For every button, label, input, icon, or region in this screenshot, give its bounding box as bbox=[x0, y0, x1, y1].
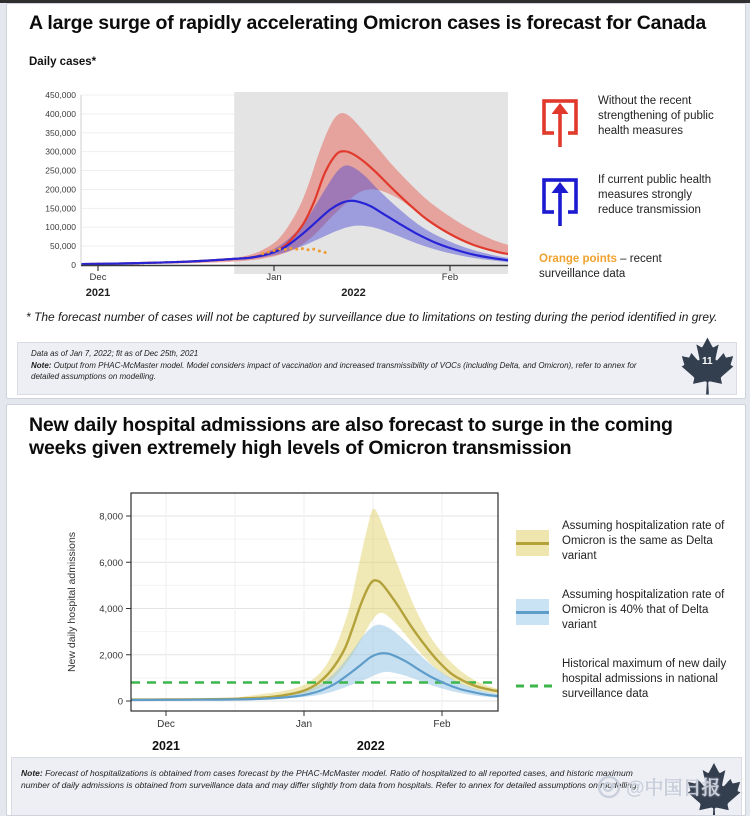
chart1-legend bbox=[539, 94, 739, 282]
slide1-title: A large surge of rapidly accelerating Omicron cases is forecast for Canada bbox=[29, 12, 706, 34]
legend-orange-points bbox=[539, 252, 719, 282]
svg-text:Jan: Jan bbox=[295, 719, 313, 730]
chart2-legend bbox=[516, 519, 741, 726]
hospital-admissions-forecast-chart bbox=[59, 484, 507, 756]
slide2-title: New daily hospital admissions are also forecast to surge in the coming weeks given extremely high levels of Omicron transmission bbox=[29, 414, 673, 460]
svg-text:8,000: 8,000 bbox=[99, 511, 123, 523]
chart1-footnote: * The forecast number of cases will not be captured by surveillance due to limitations on testing during the period identified in grey. bbox=[26, 310, 718, 324]
data-as-of-line: Data as of Jan 7, 2022; fit as of Dec 25th, 2021 bbox=[31, 349, 199, 358]
slide2-note: Note: Forecast of hospitalizations is obtained from cases forecast by the PHAC-McMaster model. Ratio of hospitalized to all reported cases, and historic maximum number of daily admissions is obtained from surveillance data and may differ slightly from data from hospitals. Refer to annex for detailed assumptions on modelling. bbox=[21, 768, 639, 791]
svg-text:2,000: 2,000 bbox=[99, 650, 123, 662]
svg-text:Jan: Jan bbox=[266, 272, 282, 283]
slide1-note: Note: Output from PHAC-McMaster model. Model considers impact of vaccination and increased transmissibility of VOCs (including Delta, and Omicron), refer to annex for detailed assumptions on modelling. bbox=[31, 360, 637, 382]
legend-item-historical-max bbox=[516, 657, 741, 702]
svg-text:Feb: Feb bbox=[433, 719, 451, 730]
svg-text:350,000: 350,000 bbox=[45, 127, 76, 138]
slide1-footer-bar bbox=[17, 342, 737, 395]
orange-points-rest: – recent surveillance data bbox=[539, 253, 662, 280]
svg-text:6,000: 6,000 bbox=[99, 557, 123, 569]
watermark bbox=[597, 773, 721, 800]
svg-text:Feb: Feb bbox=[441, 272, 459, 283]
svg-text:100,000: 100,000 bbox=[45, 222, 76, 233]
svg-text:2022: 2022 bbox=[341, 287, 366, 299]
svg-text:400,000: 400,000 bbox=[45, 108, 76, 119]
red-box-up-arrow-icon bbox=[539, 97, 583, 149]
top-edge-bar bbox=[0, 0, 750, 3]
blue-box-up-arrow-icon bbox=[539, 176, 583, 228]
legend-item-blue bbox=[539, 173, 739, 228]
legend-label-40pct-rate: Assuming hospitalization rate of Omicron is 40% that of Delta variant bbox=[562, 589, 725, 631]
yellow-band-swatch bbox=[516, 530, 549, 556]
page-number: 11 bbox=[702, 356, 713, 367]
svg-text:Dec: Dec bbox=[89, 272, 107, 283]
svg-text:50,000: 50,000 bbox=[50, 241, 76, 252]
green-dashed-line-swatch bbox=[516, 682, 556, 690]
svg-text:150,000: 150,000 bbox=[45, 203, 76, 214]
svg-text:4,000: 4,000 bbox=[99, 604, 123, 615]
svg-text:New daily hospital admissions: New daily hospital admissions bbox=[66, 531, 78, 673]
svg-text:2021: 2021 bbox=[152, 739, 180, 753]
legend-label-red: Without the recent strengthening of public health measures bbox=[598, 95, 714, 137]
orange-points-label: Orange points bbox=[539, 253, 617, 265]
svg-text:300,000: 300,000 bbox=[45, 146, 76, 157]
legend-label-blue: If current public health measures strongly reduce transmission bbox=[598, 174, 712, 216]
slide-daily-cases bbox=[6, 3, 746, 399]
maple-leaf-page-badge bbox=[679, 336, 736, 396]
svg-text:200,000: 200,000 bbox=[45, 184, 76, 195]
slide-hospital-admissions bbox=[6, 404, 746, 816]
blue-band-swatch bbox=[516, 599, 549, 625]
svg-text:2022: 2022 bbox=[356, 739, 385, 753]
daily-cases-forecast-chart bbox=[23, 84, 517, 302]
svg-text:Dec: Dec bbox=[157, 719, 175, 730]
legend-item-40pct-rate bbox=[516, 588, 741, 633]
legend-label-delta-rate: Assuming hospitalization rate of Omicron is the same as Delta variant bbox=[562, 520, 725, 562]
svg-text:0: 0 bbox=[117, 696, 123, 708]
legend-item-delta-rate bbox=[516, 519, 741, 564]
watermark-handle: @中国日报 bbox=[626, 778, 721, 799]
chart1-heading: Daily cases* bbox=[29, 56, 97, 68]
camera-icon bbox=[597, 775, 621, 799]
legend-item-red bbox=[539, 94, 739, 149]
legend-label-historical-max: Historical maximum of new daily hospital admissions in national surveillance data bbox=[562, 658, 727, 700]
svg-text:450,000: 450,000 bbox=[45, 90, 76, 100]
svg-text:0: 0 bbox=[71, 260, 76, 270]
svg-text:250,000: 250,000 bbox=[45, 165, 76, 176]
svg-text:2021: 2021 bbox=[85, 287, 111, 299]
